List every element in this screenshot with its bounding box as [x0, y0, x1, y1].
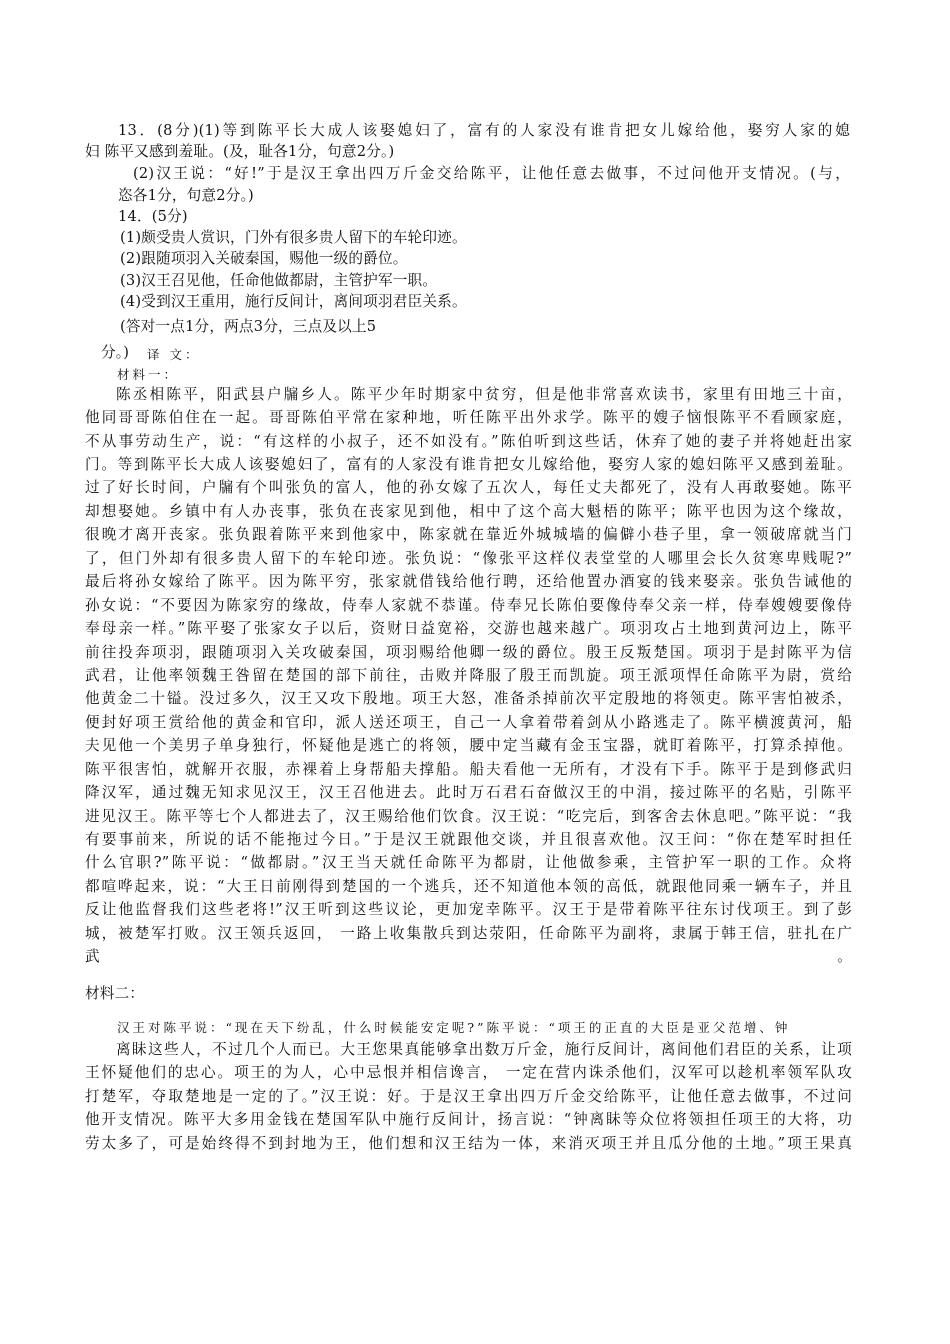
text-line: 他同哥哥陈伯住在一起。哥哥陈伯平常在家种地，听任陈平出外求学。陈平的嫂子恼恨陈平不看顾家庭， [85, 409, 852, 426]
text-line: 王怀疑他们的忠心。项王的为人，心中忌恨并相信谗言， 一定在营内诛杀他们，汉军可以趁机率领军队攻 [85, 1064, 852, 1081]
text-line: 奉母亲一样。”陈平娶了张家女子以后，资财日益宽裕，交游也越来越广。项羽攻占土地到黄河边上，陈平 [85, 620, 852, 637]
text-line: 却想娶她。乡镇中有人办丧事，张负在丧家见到他，相中了这个高大魁梧的陈平；陈平也因为这个缘故， [85, 503, 852, 520]
text-line: 武。 [85, 948, 852, 965]
text-line: 译 文： [147, 347, 201, 362]
text-line: 分。) [101, 344, 130, 361]
text-line: 他开支情况。陈平大多用金钱在楚国军队中施行反间计，扬言说：“钟离眛等众位将领担任项王的大将，功 [85, 1111, 852, 1128]
text-line: (2)跟随项羽入关破秦国，赐他一级的爵位。 [120, 250, 408, 267]
text-line: (4)受到汉王重用，施行反间计，离间项羽君臣关系。 [120, 293, 467, 310]
text-line: 门。等到陈平长大成人该娶媳妇了，富有的人家没有谁肯把女儿嫁给他，娶穷人家的媳妇陈平又感到羞耻。 [85, 456, 852, 473]
text-line: (3)汉王召见他，任命他做都尉，主管护军一职。 [120, 272, 438, 289]
text-line: 离眛这些人，不过几个人而已。大王您果真能够拿出数万斤金，施行反间计，离间他们君臣的关系，让项 [116, 1041, 852, 1058]
text-line: 都喧哗起来，说：“大王日前刚得到楚国的一个逃兵，还不知道他本领的高低，就跟他同乘一辆车子，并且 [85, 878, 852, 895]
text-line: (2)汉王说：“好!”于是汉王拿出四万斤金交给陈平，让他任意去做事，不过问他开支情况。(与， [133, 165, 850, 182]
section-label: 汉王对陈平说：“现在天下纷乱，什么时候能安定呢?”陈平说：“项王的正直的大臣是亚父范增、钟 [117, 1020, 791, 1035]
text-line: 14．(5分) [118, 208, 188, 225]
text-line: 进见汉王。陈平等七个人都进去了，汉王赐给他们饮食。汉王说：“吃完后，到客舍去休息吧。”陈平说：“我 [85, 808, 852, 825]
text-line: 陈平很害怕，就解开衣服，赤裸着上身帮船夫撑船。船夫看他一无所有，才没有下手。陈平于是到修武归 [85, 761, 852, 778]
text-line: (答对一点1分，两点3分，三点及以上5 [120, 318, 377, 335]
text-line: 武君，让他率领魏王咎留在楚国的部下前往，击败并降服了殷王而凯旋。项王派项悍任命陈平为尉，赏给 [85, 667, 852, 684]
text-line: 不从事劳动生产，说：“有这样的小叔子，还不如没有。”陈伯听到这些话，休弃了她的妻子并将她赶出家 [85, 433, 852, 450]
text-line: 孙女说：“不要因为陈家穷的缘故，侍奉人家就不恭谨。侍奉兄长陈伯要像侍奉父亲一样，侍奉嫂嫂要像侍 [85, 597, 852, 614]
text-line: 劳太多了，可是始终得不到封地为王，他们想和汉王结为一体，来消灭项王并且瓜分他的土地。”项王果真 [85, 1135, 852, 1152]
text-line: 13．(8分)(1)等到陈平长大成人该娶媳妇了，富有的人家没有谁肯把女儿嫁给他，娶穷人家的媳 [118, 122, 850, 139]
text-line: 打楚军，夺取楚地是一定的了。”汉王说：好。于是汉王拿出四万斤金交给陈平，让他任意去做事，不过问 [85, 1088, 852, 1105]
text-line: 便封好项王赏给他的黄金和官印，派人送还项王，自己一人拿着带着剑从小路逃走了。陈平横渡黄河，船 [85, 714, 852, 731]
text-line: 什么官职?”陈平说：“做都尉。”汉王当天就任命陈平为都尉，让他做参乘，主管护军一职的工作。众将 [85, 854, 852, 871]
text-line: 恣各1分，句意2分。) [118, 187, 254, 204]
text-line: 过了好长时间，户牖有个叫张负的富人，他的孙女嫁了五次人，每任丈夫都死了，没有人再敢娶她。陈平 [85, 479, 852, 496]
text-line: 反让他监督我们这些老将!”汉王听到这些议论，更加宠幸陈平。汉王于是带着陈平往东讨伐项王。到了彭 [85, 901, 852, 918]
text-line: (1)颇受贵人赏识，门外有很多贵人留下的车轮印迹。 [120, 229, 467, 246]
text-line: 夫见他一个美男子单身独行，怀疑他是逃亡的将领，腰中定当藏有金玉宝器，就盯着陈平，打算杀掉他。 [85, 737, 852, 754]
text-line: 了，但门外却有很多贵人留下的车轮印迹。张负说：“像张平这样仪表堂堂的人哪里会长久贫寒卑贱呢?” [85, 550, 852, 567]
text-line: 妇 陈平又感到羞耻。(及，耻各1分，句意2分。) [85, 143, 395, 160]
text-line: 材料二： [85, 985, 145, 1002]
text-line: 最后将孙女嫁给了陈平。因为陈平穷，张家就借钱给他行聘，还给他置办酒宴的钱来娶亲。张负告诫他的 [85, 573, 852, 590]
text-line: 前往投奔项羽，跟随项羽入关攻破秦国，项羽赐给他卿一级的爵位。殷王反叛楚国。项羽于是封陈平为信 [85, 644, 852, 661]
section-label: 材料一： [117, 367, 180, 382]
text-line: 城，被楚军打败。汉王领兵返回， 一路上收集散兵到达荥阳，任命陈平为副将，隶属于韩王信，驻扎在广 [85, 925, 852, 942]
text-line: 降汉军，通过魏无知求见汉王，汉王召他进去。此时万石君石奋做汉王的中涓，接过陈平的名贴，引陈平 [85, 784, 852, 801]
text-line: 很晚才离开丧家。张负跟着陈平来到他家中，陈家就在靠近外城城墙的偏僻小巷子里，拿一领破席就当门 [85, 526, 852, 543]
text-line: 他黄金二十镒。没过多久，汉王又攻下殷地。项王大怒，准备杀掉前次平定殷地的将领吏。陈平害怕被杀， [85, 690, 852, 707]
text-line: 陈丞相陈平，阳武县户牖乡人。陈平少年时期家中贫穷，但是他非常喜欢读书，家里有田地三十亩， [116, 386, 852, 403]
text-line: 有要事前来，所说的话不能拖过今日。”于是汉王就跟他交谈，并且很喜欢他。汉王问：“你在楚军时担任 [85, 831, 852, 848]
